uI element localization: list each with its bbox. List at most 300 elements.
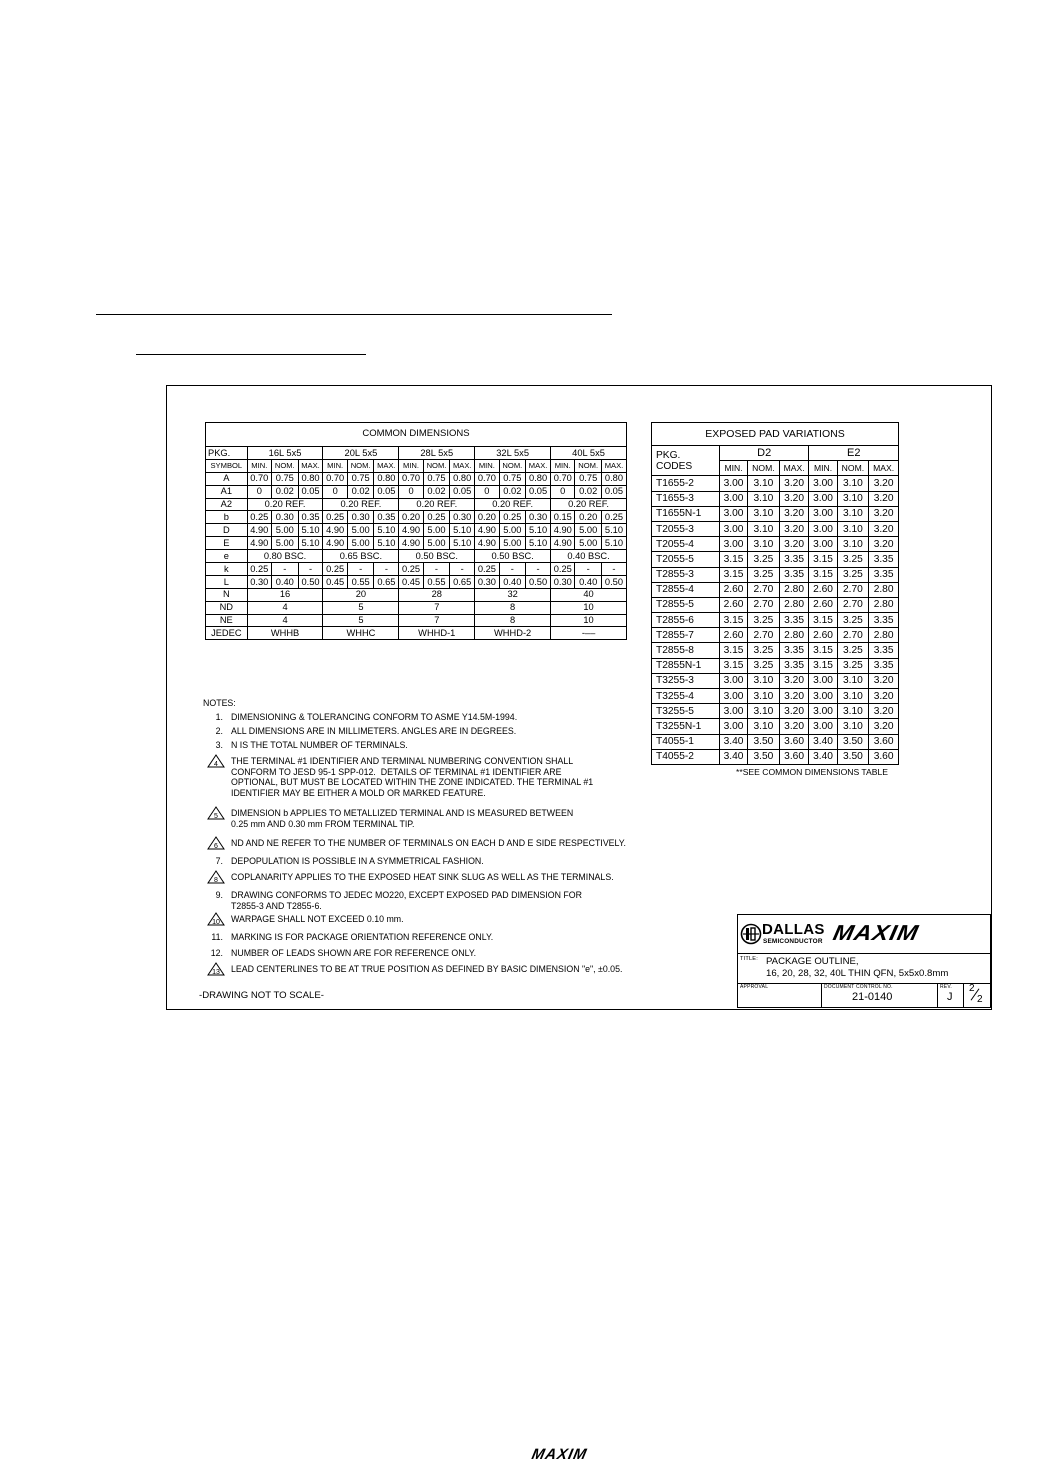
sub-header: NOM. xyxy=(271,459,298,472)
doc-control-no: 21-0140 xyxy=(852,991,893,1003)
package-header: 28L 5x5 xyxy=(399,447,475,460)
sub-header: NOM. xyxy=(499,459,526,472)
common-dimensions-title: COMMON DIMENSIONS xyxy=(206,423,627,447)
value-cell: 2.60 xyxy=(719,582,747,597)
span-cell: 10 xyxy=(551,614,627,627)
pkg-code-cell: T1655N-1 xyxy=(652,506,720,521)
value-cell: 3.10 xyxy=(748,704,780,719)
symbol-cell: A1 xyxy=(206,485,248,498)
symbol-cell: A2 xyxy=(206,498,248,511)
dimension-row xyxy=(206,485,627,498)
title-line2: 16, 20, 28, 32, 40L THIN QFN, 5x5x0.8mm xyxy=(766,968,949,979)
note-number: 3. xyxy=(215,740,223,750)
value-cell: 0.05 xyxy=(298,485,323,498)
value-cell: 3.10 xyxy=(748,719,780,734)
pkg-code-cell: T2055-5 xyxy=(652,552,720,567)
codes-label: CODES xyxy=(656,460,693,472)
value-cell: 4.90 xyxy=(323,537,347,550)
note-number: 2. xyxy=(215,726,223,736)
value-cell: 0.02 xyxy=(423,485,450,498)
note-text: NUMBER OF LEADS SHOWN ARE FOR REFERENCE ONLY. xyxy=(231,948,477,958)
value-cell: 3.40 xyxy=(719,734,747,749)
span-cell: 7 xyxy=(399,614,475,627)
symbol-cell: A xyxy=(206,472,248,485)
value-cell: 2.80 xyxy=(779,597,809,612)
value-cell: 0.25 xyxy=(247,511,271,524)
value-cell: 5.00 xyxy=(423,524,450,537)
value-cell: 3.50 xyxy=(837,734,869,749)
dimension-row xyxy=(206,575,627,588)
value-cell: 2.80 xyxy=(779,582,809,597)
flag-triangle-icon xyxy=(207,806,225,820)
title-label: TITLE: xyxy=(740,956,758,962)
value-cell: 3.00 xyxy=(809,491,837,506)
value-cell: 0.20 xyxy=(475,511,499,524)
pad-row xyxy=(652,658,899,673)
value-cell: 3.25 xyxy=(837,613,869,628)
span-cell: 16 xyxy=(247,588,323,601)
value-cell: 4.90 xyxy=(399,537,423,550)
value-cell: 3.35 xyxy=(779,658,809,673)
value-cell: 3.20 xyxy=(869,719,899,734)
value-cell: 3.20 xyxy=(869,537,899,552)
value-cell: 5.10 xyxy=(298,537,323,550)
value-cell: 3.15 xyxy=(719,613,747,628)
rev-value: J xyxy=(947,991,953,1003)
value-cell: 3.15 xyxy=(809,643,837,658)
value-cell: 3.25 xyxy=(837,552,869,567)
value-cell: 2.80 xyxy=(869,582,899,597)
sub-header: MAX. xyxy=(779,461,809,476)
value-cell: 0.30 xyxy=(475,575,499,588)
span-cell: 40 xyxy=(551,588,627,601)
pkg-code-cell: T3255N-1 xyxy=(652,719,720,734)
value-cell: 3.15 xyxy=(719,643,747,658)
value-cell: 3.20 xyxy=(869,491,899,506)
value-cell: 5.00 xyxy=(575,524,602,537)
value-cell: 3.15 xyxy=(719,552,747,567)
dallas-name: DALLAS xyxy=(762,921,825,938)
sub-header: NOM. xyxy=(837,461,869,476)
value-cell: 3.00 xyxy=(809,704,837,719)
value-cell: 0.30 xyxy=(450,511,475,524)
value-cell: 3.00 xyxy=(719,537,747,552)
pkg-code-cell: T3255-4 xyxy=(652,689,720,704)
span-cell: 0.20 REF. xyxy=(475,498,551,511)
dimension-row xyxy=(206,537,627,550)
sub-header: NOM. xyxy=(347,459,374,472)
value-cell: 3.10 xyxy=(837,673,869,688)
value-cell: 4.90 xyxy=(551,524,575,537)
pad-row xyxy=(652,734,899,749)
pad-row xyxy=(652,643,899,658)
pad-row xyxy=(652,582,899,597)
value-cell: 4.90 xyxy=(399,524,423,537)
span-cell: 0.50 BSC. xyxy=(475,550,551,563)
note-text: N IS THE TOTAL NUMBER OF TERMINALS. xyxy=(231,740,408,750)
value-cell: 0.80 xyxy=(374,472,399,485)
span-cell: 0.65 BSC. xyxy=(323,550,399,563)
value-cell: 3.10 xyxy=(748,476,780,491)
pkg-code-cell: T3255-5 xyxy=(652,704,720,719)
value-cell: 0.25 xyxy=(499,511,526,524)
dimension-row xyxy=(206,498,627,511)
title-line1: PACKAGE OUTLINE, xyxy=(766,956,859,967)
title-cell xyxy=(738,953,990,984)
span-cell: WHHC xyxy=(323,627,399,640)
note-number: 7. xyxy=(215,856,223,866)
pkg-label: PKG. xyxy=(206,447,248,460)
value-cell: 3.60 xyxy=(779,734,809,749)
value-cell: 3.10 xyxy=(837,704,869,719)
value-cell: 3.00 xyxy=(809,673,837,688)
doc-control-cell xyxy=(822,983,938,1007)
package-drawing-frame xyxy=(166,385,992,1010)
value-cell: 3.25 xyxy=(837,658,869,673)
value-cell: 3.35 xyxy=(779,552,809,567)
rev-cell xyxy=(938,983,964,1007)
value-cell: - xyxy=(450,563,475,576)
value-cell: - xyxy=(374,563,399,576)
value-cell: 0.75 xyxy=(499,472,526,485)
header-rule-short xyxy=(136,354,366,355)
value-cell: 3.00 xyxy=(719,476,747,491)
value-cell: 2.60 xyxy=(719,628,747,643)
value-cell: - xyxy=(347,563,374,576)
note-text: MARKING IS FOR PACKAGE ORIENTATION REFERENCE ONLY. xyxy=(231,932,494,942)
value-cell: 3.20 xyxy=(869,521,899,536)
sub-header: MIN. xyxy=(475,459,499,472)
note-number: 10 xyxy=(212,919,220,926)
pad-group-header: E2 xyxy=(809,446,899,461)
value-cell: 3.20 xyxy=(779,719,809,734)
pkg-code-cell: T1655-3 xyxy=(652,491,720,506)
value-cell: 3.00 xyxy=(719,491,747,506)
sub-header: MIN. xyxy=(247,459,271,472)
sub-header: MAX. xyxy=(450,459,475,472)
value-cell: 5.10 xyxy=(601,524,626,537)
value-cell: 0.25 xyxy=(323,511,347,524)
value-cell: 0.70 xyxy=(551,472,575,485)
value-cell: 3.35 xyxy=(779,613,809,628)
pkg-code-cell: T4055-2 xyxy=(652,749,720,764)
value-cell: 0.30 xyxy=(347,511,374,524)
maxim-logo: MAXIM xyxy=(830,921,921,946)
footer-maxim-logo: MAXIM xyxy=(530,1446,589,1463)
value-cell: 0 xyxy=(247,485,271,498)
not-to-scale-label: -DRAWING NOT TO SCALE- xyxy=(199,990,324,1001)
header-rule-long xyxy=(96,314,612,315)
span-cell: 0.20 REF. xyxy=(551,498,627,511)
value-cell: 5.10 xyxy=(374,524,399,537)
value-cell: 0.02 xyxy=(347,485,374,498)
pad-row xyxy=(652,521,899,536)
pkg-code-cell: T2055-4 xyxy=(652,537,720,552)
value-cell: 3.35 xyxy=(779,643,809,658)
value-cell: 5.00 xyxy=(423,537,450,550)
value-cell: 0.75 xyxy=(347,472,374,485)
span-cell: 8 xyxy=(475,614,551,627)
value-cell: - xyxy=(271,563,298,576)
value-cell: 3.25 xyxy=(748,658,780,673)
symbol-cell: b xyxy=(206,511,248,524)
symbol-cell: ND xyxy=(206,601,248,614)
value-cell: 0.25 xyxy=(475,563,499,576)
symbol-cell: JEDEC xyxy=(206,627,248,640)
value-cell: 3.20 xyxy=(869,673,899,688)
value-cell: 0.80 xyxy=(450,472,475,485)
value-cell: 0.25 xyxy=(601,511,626,524)
value-cell: 3.20 xyxy=(779,506,809,521)
value-cell: 5.10 xyxy=(450,524,475,537)
value-cell: - xyxy=(499,563,526,576)
value-cell: 2.60 xyxy=(809,597,837,612)
pad-row xyxy=(652,476,899,491)
value-cell: 3.10 xyxy=(837,719,869,734)
dimension-row xyxy=(206,550,627,563)
approval-label: APPROVAL xyxy=(740,984,769,990)
value-cell: 0.25 xyxy=(323,563,347,576)
value-cell: 5.10 xyxy=(374,537,399,550)
value-cell: 2.80 xyxy=(869,628,899,643)
dimension-row xyxy=(206,601,627,614)
pad-row xyxy=(652,628,899,643)
note-text: DIMENSIONING & TOLERANCING CONFORM TO ASME Y14.5M-1994. xyxy=(231,712,518,722)
note-number: 12. xyxy=(210,948,223,958)
value-cell: 4.90 xyxy=(475,524,499,537)
value-cell: 2.80 xyxy=(779,628,809,643)
pad-row xyxy=(652,567,899,582)
sub-header: NOM. xyxy=(748,461,780,476)
value-cell: 0.02 xyxy=(271,485,298,498)
value-cell: 0.15 xyxy=(551,511,575,524)
sub-header: MAX. xyxy=(374,459,399,472)
value-cell: 3.20 xyxy=(779,476,809,491)
value-cell: 0.45 xyxy=(399,575,423,588)
value-cell: 5.10 xyxy=(601,537,626,550)
span-cell: 28 xyxy=(399,588,475,601)
value-cell: 3.10 xyxy=(837,521,869,536)
pkg-code-cell: T1655-2 xyxy=(652,476,720,491)
value-cell: 3.20 xyxy=(779,521,809,536)
sub-header: MIN. xyxy=(551,459,575,472)
dimension-row xyxy=(206,588,627,601)
pad-row xyxy=(652,537,899,552)
pkg-code-cell: T4055-1 xyxy=(652,734,720,749)
value-cell: 3.35 xyxy=(869,658,899,673)
value-cell: 4.90 xyxy=(247,524,271,537)
symbol-cell: E xyxy=(206,537,248,550)
span-cell: 7 xyxy=(399,601,475,614)
pad-row xyxy=(652,613,899,628)
value-cell: 0 xyxy=(551,485,575,498)
value-cell: 3.20 xyxy=(869,704,899,719)
value-cell: 3.00 xyxy=(719,704,747,719)
span-cell: WHHB xyxy=(247,627,323,640)
value-cell: 5.00 xyxy=(575,537,602,550)
value-cell: 0.25 xyxy=(399,563,423,576)
value-cell: - xyxy=(575,563,602,576)
pkg-code-cell: T2855-3 xyxy=(652,567,720,582)
value-cell: 3.25 xyxy=(748,552,780,567)
note-text: DRAWING CONFORMS TO JEDEC MO220, EXCEPT EXPOSED PAD DIMENSION FOR T2855-3 AND T2855-6. xyxy=(231,890,582,911)
pkg-codes-header xyxy=(652,446,720,476)
value-cell: 3.20 xyxy=(779,491,809,506)
value-cell: 4.90 xyxy=(247,537,271,550)
value-cell: 0.40 xyxy=(271,575,298,588)
pad-row xyxy=(652,491,899,506)
pkg-code-cell: T2855-8 xyxy=(652,643,720,658)
symbol-cell: N xyxy=(206,588,248,601)
sub-header: MIN. xyxy=(719,461,747,476)
approval-cell xyxy=(738,983,822,1007)
exposed-pad-title: EXPOSED PAD VARIATIONS xyxy=(652,423,899,446)
value-cell: 3.15 xyxy=(719,567,747,582)
sub-header: NOM. xyxy=(423,459,450,472)
span-cell: 32 xyxy=(475,588,551,601)
value-cell: 3.60 xyxy=(779,749,809,764)
value-cell: 5.00 xyxy=(271,524,298,537)
value-cell: 3.25 xyxy=(837,643,869,658)
value-cell: 5.00 xyxy=(347,537,374,550)
value-cell: 0.20 xyxy=(575,511,602,524)
flag-triangle-icon xyxy=(207,962,225,976)
value-cell: 0.35 xyxy=(374,511,399,524)
value-cell: 3.25 xyxy=(748,567,780,582)
value-cell: 3.00 xyxy=(719,689,747,704)
symbol-label: SYMBOL xyxy=(206,459,248,472)
approval-row xyxy=(738,983,990,1007)
note-text: WARPAGE SHALL NOT EXCEED 0.10 mm. xyxy=(231,914,404,924)
value-cell: 3.00 xyxy=(719,673,747,688)
dimension-row xyxy=(206,472,627,485)
value-cell: 3.00 xyxy=(809,537,837,552)
logo-cell xyxy=(738,915,990,954)
pkg-label: PKG. xyxy=(656,449,681,461)
value-cell: 0.25 xyxy=(247,563,271,576)
pad-row xyxy=(652,506,899,521)
value-cell: 0.50 xyxy=(298,575,323,588)
pad-row xyxy=(652,749,899,764)
sub-header: MAX. xyxy=(869,461,899,476)
value-cell: 3.10 xyxy=(837,476,869,491)
value-cell: 0.05 xyxy=(601,485,626,498)
dimension-row xyxy=(206,511,627,524)
pad-row xyxy=(652,719,899,734)
value-cell: 5.10 xyxy=(298,524,323,537)
span-cell: 5 xyxy=(323,614,399,627)
value-cell: 2.60 xyxy=(809,582,837,597)
package-header: 32L 5x5 xyxy=(475,447,551,460)
value-cell: 0.55 xyxy=(423,575,450,588)
value-cell: 0.30 xyxy=(247,575,271,588)
value-cell: 0.05 xyxy=(374,485,399,498)
value-cell: 3.10 xyxy=(837,491,869,506)
value-cell: 0.70 xyxy=(247,472,271,485)
value-cell: 3.00 xyxy=(719,521,747,536)
sub-header: MAX. xyxy=(601,459,626,472)
sub-header: MAX. xyxy=(298,459,323,472)
value-cell: 0.50 xyxy=(601,575,626,588)
value-cell: 0.30 xyxy=(551,575,575,588)
sub-header: NOM. xyxy=(575,459,602,472)
dallas-sub: SEMICONDUCTOR xyxy=(763,938,823,945)
value-cell: 3.00 xyxy=(719,506,747,521)
package-header: 16L 5x5 xyxy=(247,447,323,460)
note-number: 6 xyxy=(214,843,218,850)
value-cell: 0.02 xyxy=(499,485,526,498)
value-cell: 0.50 xyxy=(526,575,551,588)
value-cell: - xyxy=(601,563,626,576)
rev-label: REV. xyxy=(940,984,953,990)
value-cell: 2.70 xyxy=(748,597,780,612)
value-cell: 3.40 xyxy=(809,749,837,764)
note-text: DIMENSION b APPLIES TO METALLIZED TERMINAL AND IS MEASURED BETWEEN 0.25 mm AND 0.30 mm FROM TERMINAL TIP. xyxy=(231,808,574,829)
note-number: 11. xyxy=(211,932,223,942)
value-cell: 0.20 xyxy=(399,511,423,524)
value-cell: 3.40 xyxy=(809,734,837,749)
value-cell: 3.35 xyxy=(869,567,899,582)
note-text: THE TERMINAL #1 IDENTIFIER AND TERMINAL NUMBERING CONVENTION SHALL CONFORM TO JESD 95-1 SPP-012. DETAILS OF TERMINAL #1 IDENTIFIER ARE OPTIONAL, BUT MUST BE LOCATED WITHIN THE ZONE INDICATED. THE TERMINAL #1 IDENTIFIER MAY BE EITHER A MOLD OR MARKED FEATURE. xyxy=(231,756,594,798)
span-cell: WHHD-1 xyxy=(399,627,475,640)
symbol-cell: D xyxy=(206,524,248,537)
value-cell: 0.80 xyxy=(526,472,551,485)
pad-group-header: D2 xyxy=(719,446,809,461)
note-number: 5 xyxy=(214,813,218,820)
value-cell: 2.80 xyxy=(869,597,899,612)
note-number: 13 xyxy=(212,969,220,976)
value-cell: 2.70 xyxy=(837,582,869,597)
value-cell: 0.05 xyxy=(450,485,475,498)
value-cell: 3.00 xyxy=(809,689,837,704)
value-cell: 3.25 xyxy=(748,613,780,628)
pad-row xyxy=(652,552,899,567)
value-cell: 0.70 xyxy=(399,472,423,485)
value-cell: 3.15 xyxy=(809,658,837,673)
value-cell: 3.20 xyxy=(779,673,809,688)
flag-triangle-icon xyxy=(207,836,225,850)
span-cell: 10 xyxy=(551,601,627,614)
pad-row xyxy=(652,673,899,688)
pkg-code-cell: T2055-3 xyxy=(652,521,720,536)
value-cell: 3.00 xyxy=(809,506,837,521)
span-cell: 0.20 REF. xyxy=(323,498,399,511)
value-cell: 5.10 xyxy=(526,524,551,537)
value-cell: 3.10 xyxy=(748,491,780,506)
value-cell: 0 xyxy=(475,485,499,498)
value-cell: 3.00 xyxy=(809,476,837,491)
sheet-den: 2 xyxy=(977,994,983,1005)
value-cell: 0.75 xyxy=(575,472,602,485)
value-cell: 2.70 xyxy=(837,628,869,643)
value-cell: 4.90 xyxy=(551,537,575,550)
pkg-code-cell: T2855N-1 xyxy=(652,658,720,673)
value-cell: 3.50 xyxy=(748,749,780,764)
value-cell: 0.80 xyxy=(298,472,323,485)
sub-header: MAX. xyxy=(526,459,551,472)
value-cell: 3.10 xyxy=(748,673,780,688)
value-cell: 3.00 xyxy=(809,719,837,734)
pkg-code-cell: T2855-5 xyxy=(652,597,720,612)
symbol-cell: k xyxy=(206,563,248,576)
value-cell: 3.00 xyxy=(719,719,747,734)
note-number: 8 xyxy=(214,877,218,884)
value-cell: 3.10 xyxy=(748,537,780,552)
value-cell: 5.00 xyxy=(499,524,526,537)
value-cell: 5.00 xyxy=(347,524,374,537)
doc-control-label: DOCUMENT CONTROL NO. xyxy=(824,984,893,990)
value-cell: 3.60 xyxy=(869,749,899,764)
